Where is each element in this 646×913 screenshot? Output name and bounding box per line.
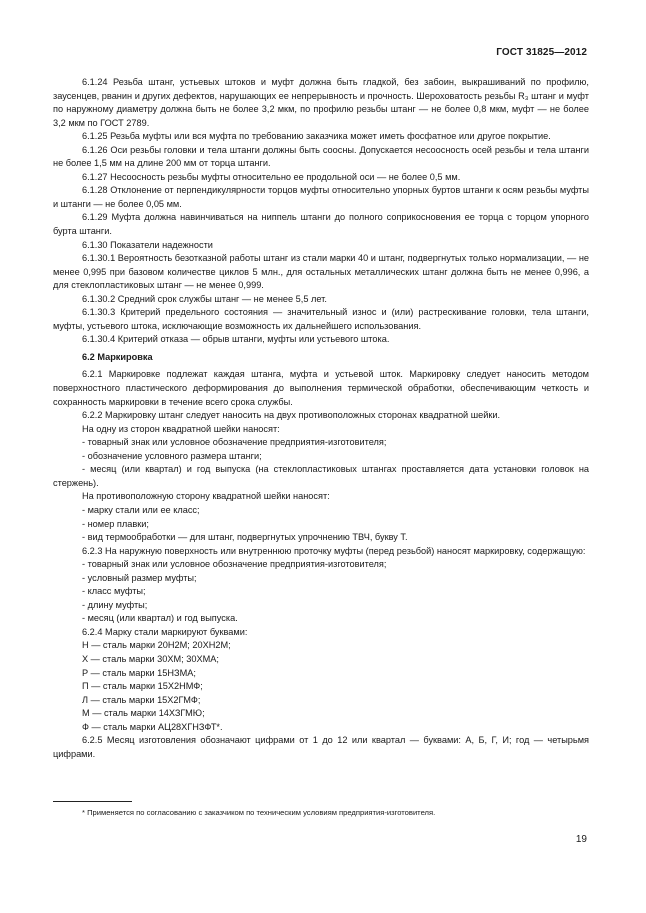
list-item: - обозначение условного размера штанги; (82, 450, 262, 461)
paragraph-6-2-5: 6.2.5 Месяц изготовления обозначают цифрами от 1 до 12 или квартал — буквами: А, Б, Г, И; год — четырьмя цифрами. (53, 735, 589, 759)
paragraph-text: На одну из сторон квадратной шейки наносят: (82, 423, 280, 434)
paragraph-6-1-30-4: 6.1.30.4 Критерий отказа — обрыв штанги, муфты или устьевого штока. (82, 334, 390, 345)
list-item: - месяц (или квартал) и год выпуска (на стеклопластиковых штангах проставляется дата установки головок на стержень). (53, 464, 589, 488)
page-number: 19 (575, 834, 587, 845)
page-body (53, 76, 589, 761)
paragraph-6-1-24: 6.1.24 Резьба штанг, устьевых штоков и муфт должна быть гладкой, без забоин, выкрашиваний по профилю, заусенцев, рванин и других дефектов, нарушающих ее непрерывность и прочность. Шероховатость резьбы R₃ штанг и муфт по наружному диаметру должна быть не более 3,2 мкм, по профилю резьбы штанг — не более 0,8 мкм, муфт — не более 3,2 мкм по ГОСТ 2789. (53, 77, 589, 128)
list-item: - марку стали или ее класс; (82, 504, 200, 515)
list-item: - месяц (или квартал) и год выпуска. (82, 613, 238, 624)
list-item: - номер плавки; (82, 518, 149, 529)
paragraph-6-1-27: 6.1.27 Несоосность резьбы муфты относительно ее продольной оси — не более 0,5 мм. (82, 171, 461, 182)
steel-grade-item: Ф — сталь марки АЦ28ХГНЗФТ*. (82, 721, 223, 732)
paragraph-6-1-25: 6.1.25 Резьба муфты или вся муфта по требованию заказчика может иметь фосфатное или другое покрытие. (82, 131, 551, 142)
steel-grade-item: Р — сталь марки 15НЗМА; (82, 667, 196, 678)
steel-grade-item: П — сталь марки 15Х2НМФ; (82, 681, 203, 692)
paragraph-6-1-30-2: 6.1.30.2 Средний срок службы штанг — не менее 5,5 лет. (82, 293, 327, 304)
paragraph-6-1-30: 6.1.30 Показатели надежности (82, 239, 213, 250)
list-item: - класс муфты; (82, 586, 146, 597)
steel-grade-item: М — сталь марки 14ХЗГМЮ; (82, 708, 205, 719)
footnote: * Применяется по согласованию с заказчиком по техническим условиям предприятия-изготовителя. (82, 808, 436, 817)
list-item: - условный размер муфты; (82, 572, 197, 583)
paragraph-6-2-1: 6.2.1 Маркировке подлежат каждая штанга, муфта и устьевой шток. Маркировку следует наносить методом поверхностного пластического деформирования до выполнения термической обработки, обеспечивающим четкость и сохранность маркировки в течение всего срока службы. (53, 369, 589, 407)
footnote-divider (53, 801, 132, 802)
paragraph-6-2-2: 6.2.2 Маркировку штанг следует наносить на двух противоположных сторонах квадратной шейки. (82, 410, 501, 421)
paragraph-6-1-28: 6.1.28 Отклонение от перпендикулярности торцов муфты относительно упорных буртов штанги к осям резьбы муфты и штанги — не более 0,05 мм. (53, 185, 589, 209)
steel-grade-item: Н — сталь марки 20Н2М; 20ХН2М; (82, 640, 231, 651)
list-item: - товарный знак или условное обозначение предприятия-изготовителя; (82, 559, 387, 570)
paragraph-6-1-26: 6.1.26 Оси резьбы головки и тела штанги должны быть соосны. Допускается несоосность осей резьбы и тела штанги не более 1,5 мм на длине 200 мм от торца штанги. (53, 144, 589, 169)
steel-grade-item: Л — сталь марки 15Х2ГМФ; (82, 694, 201, 705)
paragraph-6-2-4: 6.2.4 Марку стали маркируют буквами: (82, 626, 248, 637)
list-item: - вид термообработки — для штанг, подвергнутых упрочнению ТВЧ, букву Т. (82, 532, 408, 543)
steel-grade-item: Х — сталь марки 30ХМ; 30ХМА; (82, 653, 219, 664)
paragraph-6-1-30-1: 6.1.30.1 Вероятность безотказной работы штанг из стали марки 40 и штанг, подвергнутых только нормализации, — не менее 0,995 при базовом количестве циклов 5 млн., для остальных металлических штанг должна быть не менее 0,996, а для стеклопластиковых штанг — не менее 0,999. (53, 253, 589, 291)
section-heading-marking: 6.2 Маркировка (82, 351, 153, 362)
list-item: - товарный знак или условное обозначение предприятия-изготовителя; (82, 437, 387, 448)
paragraph-text: На противоположную сторону квадратной шейки наносят: (82, 491, 330, 502)
paragraph-6-1-29: 6.1.29 Муфта должна навинчиваться на ниппель штанги до полного соприкосновения ее торца с торцом упорного бурта штанги. (53, 212, 589, 237)
paragraph-6-2-3: 6.2.3 На наружную поверхность или внутреннюю проточку муфты (перед резьбой) наносят маркировку, содержащую: (82, 545, 586, 556)
document-header: ГОСТ 31825—2012 (496, 47, 587, 58)
paragraph-6-1-30-3: 6.1.30.3 Критерий предельного состояния — значительный износ и (или) растрескивание головки, тела штанги, муфты, устьевого штока, исключающие возможность их дальнейшего использования. (53, 307, 589, 331)
list-item: - длину муфты; (82, 599, 148, 610)
